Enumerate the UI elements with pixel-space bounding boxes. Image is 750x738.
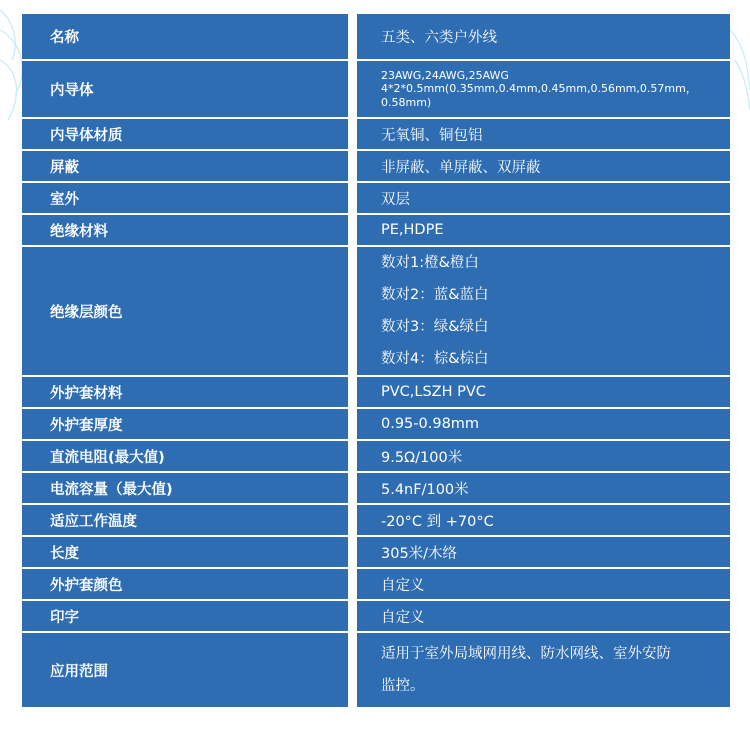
row-label: 印字 xyxy=(22,601,348,631)
row-value xyxy=(357,247,730,375)
row-value: 双层 xyxy=(357,183,730,213)
row-label: 适应工作温度 xyxy=(22,505,348,535)
spec-row-conductor-material xyxy=(22,119,730,149)
row-label: 外护套颜色 xyxy=(22,569,348,599)
spec-row-insulation-color xyxy=(22,247,730,375)
value-line: 适用于室外局域网用线、防水网线、室外安防 xyxy=(381,646,671,662)
row-value xyxy=(357,61,730,117)
row-value: 非屏蔽、单屏蔽、双屏蔽 xyxy=(357,151,730,181)
row-label: 屏蔽 xyxy=(22,151,348,181)
row-value xyxy=(357,633,730,707)
row-value: 305米/木络 xyxy=(357,537,730,567)
spec-row-temperature xyxy=(22,505,730,535)
row-value: PE,HDPE xyxy=(357,215,730,245)
spec-row-printing xyxy=(22,601,730,631)
row-label: 电流容量（最大值) xyxy=(22,473,348,503)
spec-row-insulation-material xyxy=(22,215,730,245)
row-label: 室外 xyxy=(22,183,348,213)
row-value: 无氧铜、铜包铝 xyxy=(357,119,730,149)
spec-row-shielding xyxy=(22,151,730,181)
spec-table xyxy=(22,14,730,709)
spec-row-jacket-color xyxy=(22,569,730,599)
value-line: 4*2*0.5mm(0.35mm,0.4mm,0.45mm,0.56mm,0.57mm， xyxy=(381,82,697,96)
row-label: 内导体材质 xyxy=(22,119,348,149)
row-value: 自定义 xyxy=(357,601,730,631)
value-line: 数对3：绿&绿白 xyxy=(381,319,489,335)
row-label: 内导体 xyxy=(22,61,348,117)
row-label: 绝缘材料 xyxy=(22,215,348,245)
row-value: 9.5Ω/100米 xyxy=(357,441,730,471)
spec-row-inner-conductor xyxy=(22,61,730,117)
row-value: 0.95-0.98mm xyxy=(357,409,730,439)
value-line: 数对2：蓝&蓝白 xyxy=(381,287,489,303)
spec-row-length xyxy=(22,537,730,567)
spec-row-outdoor xyxy=(22,183,730,213)
row-value: 自定义 xyxy=(357,569,730,599)
row-value: PVC,LSZH PVC xyxy=(357,377,730,407)
spec-row-jacket-thickness xyxy=(22,409,730,439)
row-label: 绝缘层颜色 xyxy=(22,247,348,375)
spec-row-name xyxy=(22,14,730,59)
value-line: 数对4：棕&棕白 xyxy=(381,351,489,367)
spec-row-capacitance xyxy=(22,473,730,503)
row-label: 外护套厚度 xyxy=(22,409,348,439)
row-label: 外护套材料 xyxy=(22,377,348,407)
value-line: 监控。 xyxy=(381,678,425,694)
row-value: 5.4nF/100米 xyxy=(357,473,730,503)
value-line: 23AWG,24AWG,25AWG xyxy=(381,68,509,82)
row-value: 五类、六类户外线 xyxy=(357,14,730,59)
value-line: 0.58mm) xyxy=(381,95,432,109)
spec-row-jacket-material xyxy=(22,377,730,407)
spec-row-application xyxy=(22,633,730,707)
row-label: 名称 xyxy=(22,14,348,59)
row-label: 直流电阻(最大值) xyxy=(22,441,348,471)
row-label: 长度 xyxy=(22,537,348,567)
row-label: 应用范围 xyxy=(22,633,348,707)
row-value: -20°C 到 +70°C xyxy=(357,505,730,535)
value-line: 数对1:橙&橙白 xyxy=(381,255,479,271)
spec-row-dc-resistance xyxy=(22,441,730,471)
